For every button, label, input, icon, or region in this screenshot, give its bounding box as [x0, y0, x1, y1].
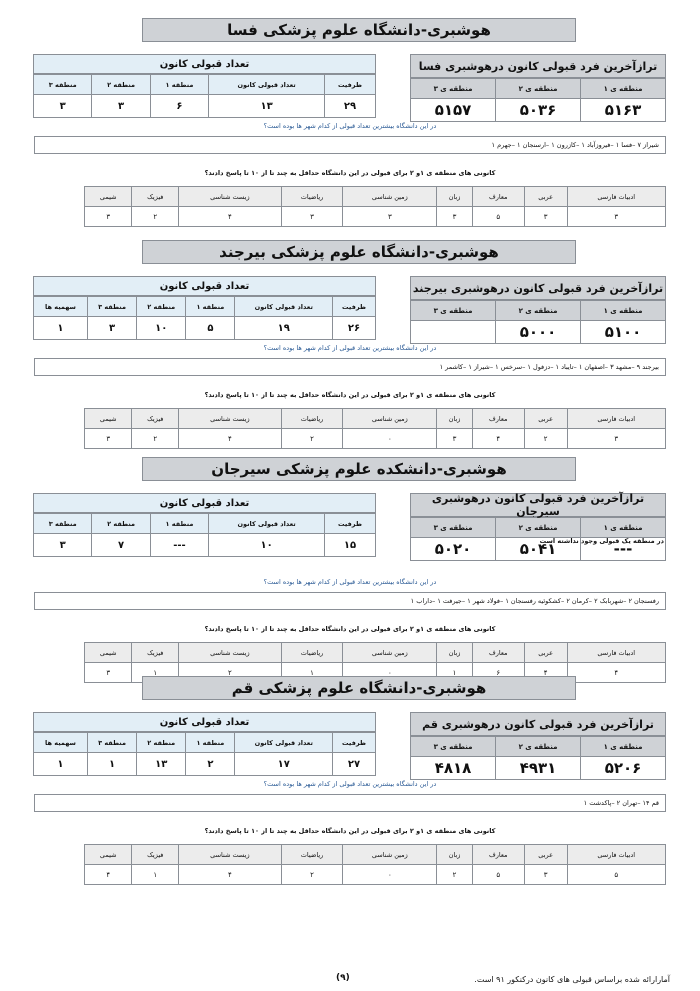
- subject-value-cell: ۴: [179, 207, 282, 227]
- subject-header-cell: زیست شناسی: [179, 187, 282, 207]
- cutoff-value-cell: ۴۸۱۸: [411, 757, 496, 780]
- admission-caption: تعداد قبولی کانون: [33, 276, 376, 296]
- admission-header-cell: منطقه ۳: [34, 514, 92, 534]
- admission-value-cell: ۲۷: [333, 753, 376, 776]
- subject-header-cell: عربی: [524, 643, 567, 663]
- cities-list: شیراز ۷ –فسا ۱ –فیروزآباد ۱ –کازرون ۱ –ارسنجان ۱ –جهرم ۱: [34, 136, 666, 154]
- subject-header-cell: فیزیک: [132, 643, 179, 663]
- subject-value-cell: ۳: [567, 429, 665, 449]
- admission-header-cell: منطقه ۲: [92, 514, 150, 534]
- subject-value-cell: ۳: [567, 207, 665, 227]
- cutoff-header-cell: منطقه ی ۱: [581, 79, 666, 99]
- subject-value-cell: ۵: [567, 865, 665, 885]
- admission-table: [33, 493, 376, 557]
- subject-value-cell: ۲: [179, 663, 282, 683]
- admission-value-cell: ۱: [34, 753, 88, 776]
- admission-value-cell: ۳: [34, 534, 92, 557]
- subjects-question: کانونی های منطقه ی ۱و ۲ برای قبولی در این دانشگاه حداقل به چند تا از ۱۰ تا پاسخ دادند؟: [204, 391, 496, 399]
- admission-header-cell: منطقه ۲: [92, 75, 150, 95]
- subject-header-cell: زیست شناسی: [179, 409, 282, 429]
- admission-header-cell: تعداد قبولی کانون: [235, 733, 333, 753]
- admission-value-cell: ۶: [150, 95, 208, 118]
- subject-value-cell: ۲: [281, 865, 343, 885]
- subject-value-cell: ۳: [85, 207, 132, 227]
- subjects-table: [84, 408, 666, 449]
- admission-value-cell: ۵: [186, 317, 235, 340]
- footer-note: آمارارائه شده براساس قبولی های کانون درکنکور ۹۱ است.: [474, 975, 670, 984]
- admission-value-cell: ۱: [34, 317, 88, 340]
- cutoff-value-cell: ۵۰۰۰: [496, 321, 581, 344]
- admission-value-cell: ۷: [92, 534, 150, 557]
- admission-header-cell: تعداد قبولی کانون: [209, 514, 325, 534]
- cutoff-value-cell: ۵۱۰۰: [581, 321, 666, 344]
- cities-list: رفسنجان ۲ –شهربابک ۲ –کرمان ۲ –کشکوئیه رفسنجان ۱ –فولاد شهر ۱ –جیرفت ۱ –داراب ۱: [34, 592, 666, 610]
- admission-header-cell: منطقه ۳: [87, 297, 136, 317]
- subject-header-cell: ادبیات فارسی: [567, 187, 665, 207]
- subject-value-cell: ۴: [179, 865, 282, 885]
- subjects-question: کانونی های منطقه ی ۱و ۲ برای قبولی در این دانشگاه حداقل به چند تا از ۱۰ تا پاسخ دادند؟: [204, 169, 496, 177]
- admission-value-cell: ۲: [186, 753, 235, 776]
- subject-header-cell: معارف: [472, 409, 524, 429]
- cutoff-header-cell: منطقه ی ۱: [581, 301, 666, 321]
- cities-question: در این دانشگاه بیشترین تعداد قبولی از کدام شهر ها بوده است؟: [263, 122, 437, 130]
- cutoff-caption: ترازآخرین فرد قبولی کانون درهوشبری سیرجان: [410, 493, 666, 517]
- subjects-question: کانونی های منطقه ی ۱و ۲ برای قبولی در این دانشگاه حداقل به چند تا از ۱۰ تا پاسخ دادند؟: [204, 827, 496, 835]
- subject-header-cell: زبان: [437, 187, 473, 207]
- subject-header-cell: عربی: [524, 409, 567, 429]
- admission-header-cell: منطقه ۱: [150, 75, 208, 95]
- subject-value-cell: ۲: [132, 429, 179, 449]
- subject-value-cell: ۲: [524, 429, 567, 449]
- cutoff-caption: ترازآخرین فرد قبولی کانون درهوشبری قم: [410, 712, 666, 736]
- university-title: هوشبری-دانشگاه علوم پزشکی بیرجند: [142, 240, 576, 264]
- cutoff-header-cell: منطقه ی ۲: [496, 737, 581, 757]
- admission-header-cell: ظرفیت: [333, 297, 376, 317]
- cutoff-header-cell: منطقه ی ۱: [581, 518, 666, 538]
- subject-header-cell: معارف: [472, 187, 524, 207]
- subject-value-cell: ۲: [281, 429, 343, 449]
- subject-header-cell: ریاضیات: [281, 409, 343, 429]
- subject-header-cell: شیمی: [85, 187, 132, 207]
- subject-header-cell: زبان: [437, 409, 473, 429]
- subject-header-cell: فیزیک: [132, 187, 179, 207]
- admission-value-cell: ۲۹: [325, 95, 376, 118]
- admission-caption: تعداد قبولی کانون: [33, 493, 376, 513]
- admission-table: [33, 276, 376, 340]
- subject-header-cell: زمین شناسی: [343, 643, 437, 663]
- subject-value-cell: ۳: [524, 207, 567, 227]
- subject-value-cell: ۳: [281, 207, 343, 227]
- cities-question: در این دانشگاه بیشترین تعداد قبولی از کدام شهر ها بوده است؟: [263, 780, 437, 788]
- cities-list: بیرجند ۹ –مشهد ۳ –اصفهان ۱ –تایباد ۱ –دزفول ۱ –سرخس ۱ –شیراز ۱ –کاشمر ۱: [34, 358, 666, 376]
- subject-header-cell: معارف: [472, 643, 524, 663]
- subject-value-cell: ۴: [472, 429, 524, 449]
- admission-value-cell: ۱۵: [325, 534, 376, 557]
- subject-header-cell: زبان: [437, 643, 473, 663]
- admission-header-cell: ظرفیت: [325, 514, 376, 534]
- subject-header-cell: شیمی: [85, 845, 132, 865]
- subject-value-cell: ۵: [472, 865, 524, 885]
- subject-value-cell: ۳: [437, 207, 473, 227]
- page-number: (۹): [336, 973, 350, 983]
- cutoff-header-cell: منطقه ی ۲: [496, 79, 581, 99]
- subject-value-cell: ۳: [343, 207, 437, 227]
- university-section: [0, 457, 700, 677]
- cities-question: در این دانشگاه بیشترین تعداد قبولی از کدام شهر ها بوده است؟: [263, 578, 437, 586]
- admission-value-cell: ۱۳: [209, 95, 325, 118]
- subjects-table: [84, 844, 666, 885]
- cutoff-value-cell: ۵۰۳۶: [496, 99, 581, 122]
- subject-header-cell: شیمی: [85, 643, 132, 663]
- cutoff-value-cell: ۵۰۲۰: [411, 538, 496, 561]
- admission-header-cell: ظرفیت: [325, 75, 376, 95]
- subject-value-cell: ۲: [132, 207, 179, 227]
- admission-value-cell: ۳: [92, 95, 150, 118]
- subject-value-cell: ۴: [179, 429, 282, 449]
- cutoff-header-cell: منطقه ی ۳: [411, 79, 496, 99]
- cutoff-header-cell: منطقه ی ۱: [581, 737, 666, 757]
- admission-value-cell: ۱۳: [137, 753, 186, 776]
- cutoff-header-cell: منطقه ی ۳: [411, 737, 496, 757]
- admission-caption: تعداد قبولی کانون: [33, 54, 376, 74]
- cutoff-value-cell: ۵۱۵۷: [411, 99, 496, 122]
- subject-value-cell: ۳: [85, 429, 132, 449]
- subject-header-cell: ادبیات فارسی: [567, 409, 665, 429]
- subject-value-cell: ۴: [567, 663, 665, 683]
- subject-value-cell: ۶: [472, 663, 524, 683]
- university-title: هوشبری-دانشکده علوم پزشکی سیرجان: [142, 457, 576, 481]
- subject-header-cell: زمین شناسی: [343, 187, 437, 207]
- cutoff-header-cell: منطقه ی ۳: [411, 518, 496, 538]
- admission-header-cell: منطقه ۱: [186, 297, 235, 317]
- subject-value-cell: ۲: [437, 865, 473, 885]
- cutoff-caption: ترازآخرین فرد قبولی کانون درهوشبری فسا: [410, 54, 666, 78]
- university-section: [0, 18, 700, 228]
- cutoff-value-cell: ۵۱۶۳: [581, 99, 666, 122]
- cutoff-table: [410, 54, 666, 122]
- university-section: [0, 676, 700, 886]
- admission-header-cell: منطقه ۲: [137, 297, 186, 317]
- admission-value-cell: ---: [150, 534, 208, 557]
- cutoff-caption: ترازآخرین فرد قبولی کانون درهوشبری بیرجند: [410, 276, 666, 300]
- subject-value-cell: ۱: [132, 865, 179, 885]
- subjects-table: [84, 186, 666, 227]
- cutoff-value-cell: ۴۹۳۱: [496, 757, 581, 780]
- subject-header-cell: ریاضیات: [281, 845, 343, 865]
- admission-header-cell: منطقه ۱: [150, 514, 208, 534]
- subject-header-cell: شیمی: [85, 409, 132, 429]
- cutoff-table: [410, 712, 666, 780]
- subject-value-cell: ۱: [437, 663, 473, 683]
- admission-value-cell: ۱۰: [137, 317, 186, 340]
- admission-header-cell: سهمیه ها: [34, 733, 88, 753]
- subjects-question: کانونی های منطقه ی ۱و ۲ برای قبولی در این دانشگاه حداقل به چند تا از ۱۰ تا پاسخ دادند؟: [204, 625, 496, 633]
- admission-value-cell: ۱۹: [235, 317, 333, 340]
- admission-value-cell: ۲۶: [333, 317, 376, 340]
- subject-value-cell: ۳: [524, 865, 567, 885]
- admission-value-cell: ۱۰: [209, 534, 325, 557]
- cutoff-value-cell: ۵۲۰۶: [581, 757, 666, 780]
- cities-question: در این دانشگاه بیشترین تعداد قبولی از کدام شهر ها بوده است؟: [263, 344, 437, 352]
- subject-header-cell: فیزیک: [132, 845, 179, 865]
- university-title: هوشبری-دانشگاه علوم پزشکی فسا: [142, 18, 576, 42]
- university-section: [0, 240, 700, 450]
- subject-header-cell: عربی: [524, 845, 567, 865]
- cutoff-value-cell: ---: [581, 538, 666, 561]
- subject-value-cell: ۳: [437, 429, 473, 449]
- subject-header-cell: معارف: [472, 845, 524, 865]
- subject-header-cell: زیست شناسی: [179, 845, 282, 865]
- subject-value-cell: ۵: [472, 207, 524, 227]
- subject-header-cell: ریاضیات: [281, 643, 343, 663]
- subject-header-cell: ادبیات فارسی: [567, 643, 665, 663]
- cutoff-value-cell: ۵۰۴۱: [496, 538, 581, 561]
- cutoff-header-cell: منطقه ی ۳: [411, 301, 496, 321]
- admission-header-cell: منطقه ۳: [87, 733, 136, 753]
- subject-value-cell: ۰: [343, 663, 437, 683]
- subject-value-cell: ۰: [343, 429, 437, 449]
- subject-header-cell: زمین شناسی: [343, 409, 437, 429]
- subject-header-cell: زبان: [437, 845, 473, 865]
- admission-header-cell: تعداد قبولی کانون: [235, 297, 333, 317]
- admission-caption: تعداد قبولی کانون: [33, 712, 376, 732]
- cutoff-value-cell: [411, 321, 496, 344]
- subject-value-cell: ۳: [85, 663, 132, 683]
- admission-value-cell: ۱۷: [235, 753, 333, 776]
- subject-value-cell: ۱: [281, 663, 343, 683]
- admission-header-cell: منطقه ۱: [186, 733, 235, 753]
- cutoff-table: [410, 276, 666, 344]
- subject-header-cell: ادبیات فارسی: [567, 845, 665, 865]
- cutoff-header-cell: منطقه ی ۲: [496, 301, 581, 321]
- subject-value-cell: ۱: [132, 663, 179, 683]
- admission-value-cell: ۳: [87, 317, 136, 340]
- cutoff-table: [410, 493, 666, 561]
- cutoff-note: در منطقه یک قبولی وجود نداشته است: [539, 537, 664, 545]
- admission-value-cell: ۳: [34, 95, 92, 118]
- admission-header-cell: سهمیه ها: [34, 297, 88, 317]
- admission-header-cell: منطقه ۳: [34, 75, 92, 95]
- admission-header-cell: منطقه ۲: [137, 733, 186, 753]
- subject-header-cell: زمین شناسی: [343, 845, 437, 865]
- cities-list: قم ۱۴ –تهران ۲ –پاکدشت ۱: [34, 794, 666, 812]
- subject-header-cell: زیست شناسی: [179, 643, 282, 663]
- subject-value-cell: ۴: [524, 663, 567, 683]
- subject-header-cell: ریاضیات: [281, 187, 343, 207]
- subject-value-cell: ۴: [85, 865, 132, 885]
- admission-header-cell: تعداد قبولی کانون: [209, 75, 325, 95]
- university-title: هوشبری-دانشگاه علوم پزشکی قم: [142, 676, 576, 700]
- cutoff-header-cell: منطقه ی ۲: [496, 518, 581, 538]
- subject-header-cell: عربی: [524, 187, 567, 207]
- subject-value-cell: ۰: [343, 865, 437, 885]
- subject-header-cell: فیزیک: [132, 409, 179, 429]
- admission-header-cell: ظرفیت: [333, 733, 376, 753]
- admission-table: [33, 712, 376, 776]
- admission-table: [33, 54, 376, 118]
- admission-value-cell: ۱: [87, 753, 136, 776]
